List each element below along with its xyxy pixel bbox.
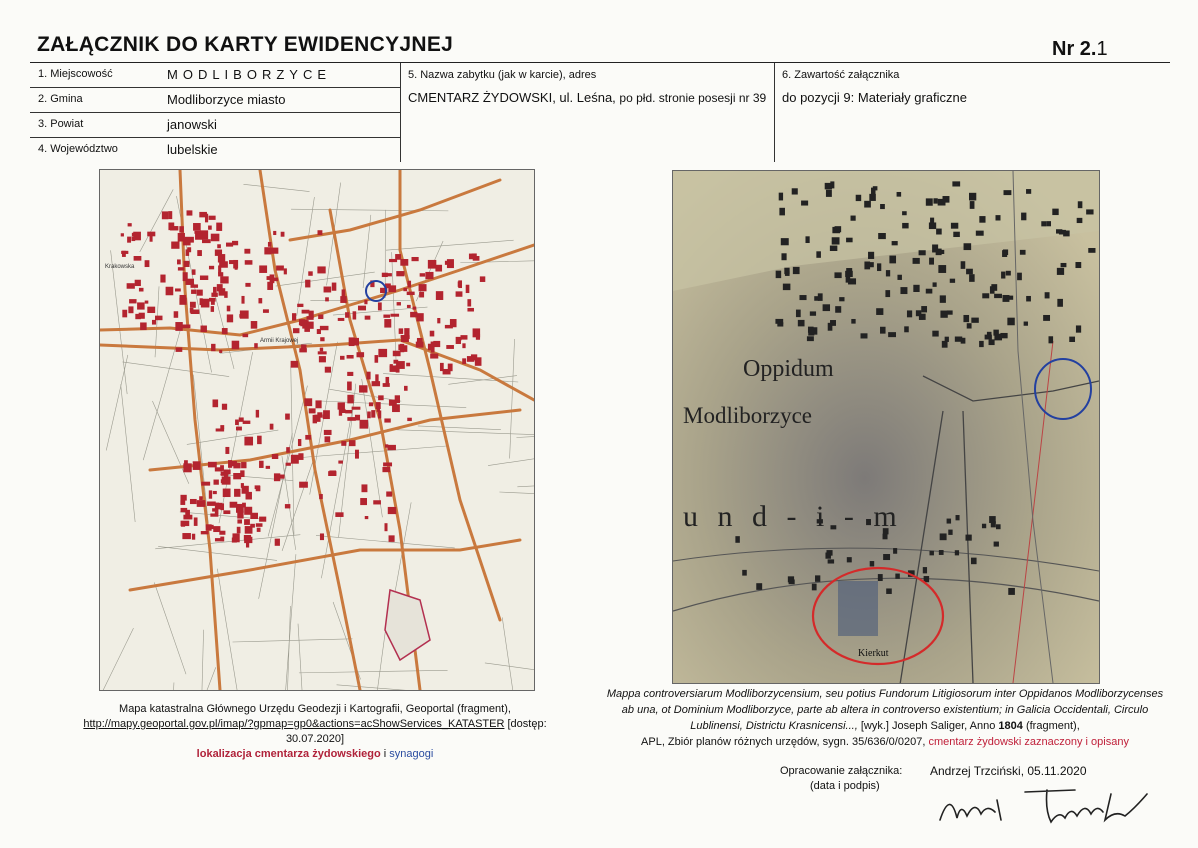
map-author: [wyk.] Joseph Saliger, Anno bbox=[860, 720, 996, 732]
geoportal-link[interactable]: http://mapy.geoportal.gov.pl/imap/?gpmap=gp0&actions=acShowServices_KATASTER bbox=[83, 718, 505, 730]
field-value: lubelskie bbox=[167, 142, 218, 157]
map-fragment-note: (fragment), bbox=[1025, 720, 1080, 732]
attachment-content-value: do pozycji 9: Materiały graficzne bbox=[782, 90, 967, 105]
monument-name-label: 5. Nazwa zabytku (jak w karcie), adres bbox=[408, 69, 597, 81]
archive-reference: APL, Zbiór planów różnych urzędów, sygn. 35/636/0/0207, bbox=[641, 736, 926, 748]
monument-name-value: CMENTARZ ŻYDOWSKI, ul. Leśna, po płd. stronie posesji nr 39 bbox=[408, 90, 767, 105]
legend-separator: i bbox=[383, 748, 387, 760]
page-title: ZAŁĄCZNIK DO KARTY EWIDENCYJNEJ bbox=[37, 33, 454, 56]
map-label-oppidum: Oppidum bbox=[743, 356, 834, 382]
field-label: 1. Miejscowość bbox=[38, 68, 113, 80]
street-label: Armii Krajowej bbox=[260, 338, 299, 344]
historical-map bbox=[672, 170, 1100, 684]
divider bbox=[774, 63, 775, 162]
field-label: 4. Województwo bbox=[38, 143, 118, 155]
divider bbox=[400, 63, 401, 162]
cemetery-marked-note: cmentarz żydowski zaznaczony i opisany bbox=[928, 736, 1129, 748]
street-label: Krakowska bbox=[105, 264, 135, 270]
caption-line: Mapa katastralna Głównego Urzędu Geodezji i Kartografii, Geoportal (fragment), bbox=[119, 703, 511, 715]
legend-synagogue: synagogi bbox=[389, 748, 434, 760]
cadastral-map-caption bbox=[60, 702, 570, 762]
map-label-dominium: u n d - i - m bbox=[683, 500, 903, 533]
cadastral-map-drawing bbox=[100, 170, 534, 690]
legend-cemetery: lokalizacja cmentarza żydowskiego bbox=[196, 748, 381, 760]
map-label-town: Modliborzyce bbox=[683, 403, 813, 428]
attachment-content-label: 6. Zawartość załącznika bbox=[782, 69, 900, 81]
field-row-locality bbox=[30, 63, 400, 88]
historical-map-caption bbox=[600, 686, 1170, 750]
signature-image bbox=[935, 780, 1165, 830]
cadastral-map bbox=[99, 169, 535, 691]
access-date: [dostęp: 30.07.2020] bbox=[285, 718, 547, 745]
field-value: MODLIBORZYCE bbox=[167, 67, 332, 82]
field-label: 3. Powiat bbox=[38, 118, 84, 130]
header-table bbox=[30, 62, 1170, 162]
prepared-by-label: Opracowanie załącznika: bbox=[780, 765, 903, 777]
field-value: janowski bbox=[167, 117, 217, 132]
field-row-voivodeship bbox=[30, 138, 400, 162]
historical-map-drawing bbox=[673, 171, 1099, 683]
field-label: 2. Gmina bbox=[38, 93, 83, 105]
field-row-county bbox=[30, 113, 400, 138]
map-title-latin: Mappa controversiarum Modliborzycensium, seu potius Fundorum Litigiosorum inter Oppidanos Modliborzycenses ab una, ot Dominium Modliborzyce, parte ab altera in controverso existentium; in Galicia Occidentali, Circulo Lublinensi, Districtu Krasnicensi..., bbox=[606, 688, 1164, 732]
map-label-kierkut: Kierkut bbox=[858, 648, 889, 659]
map-year: 1804 bbox=[998, 720, 1023, 732]
date-signature-label: (data i podpis) bbox=[810, 780, 880, 792]
attachment-number: Nr 2.1 bbox=[1052, 38, 1108, 60]
field-value: Modliborzyce miasto bbox=[167, 92, 286, 107]
field-row-commune bbox=[30, 88, 400, 113]
author-name-date: Andrzej Trzciński, 05.11.2020 bbox=[930, 764, 1087, 778]
